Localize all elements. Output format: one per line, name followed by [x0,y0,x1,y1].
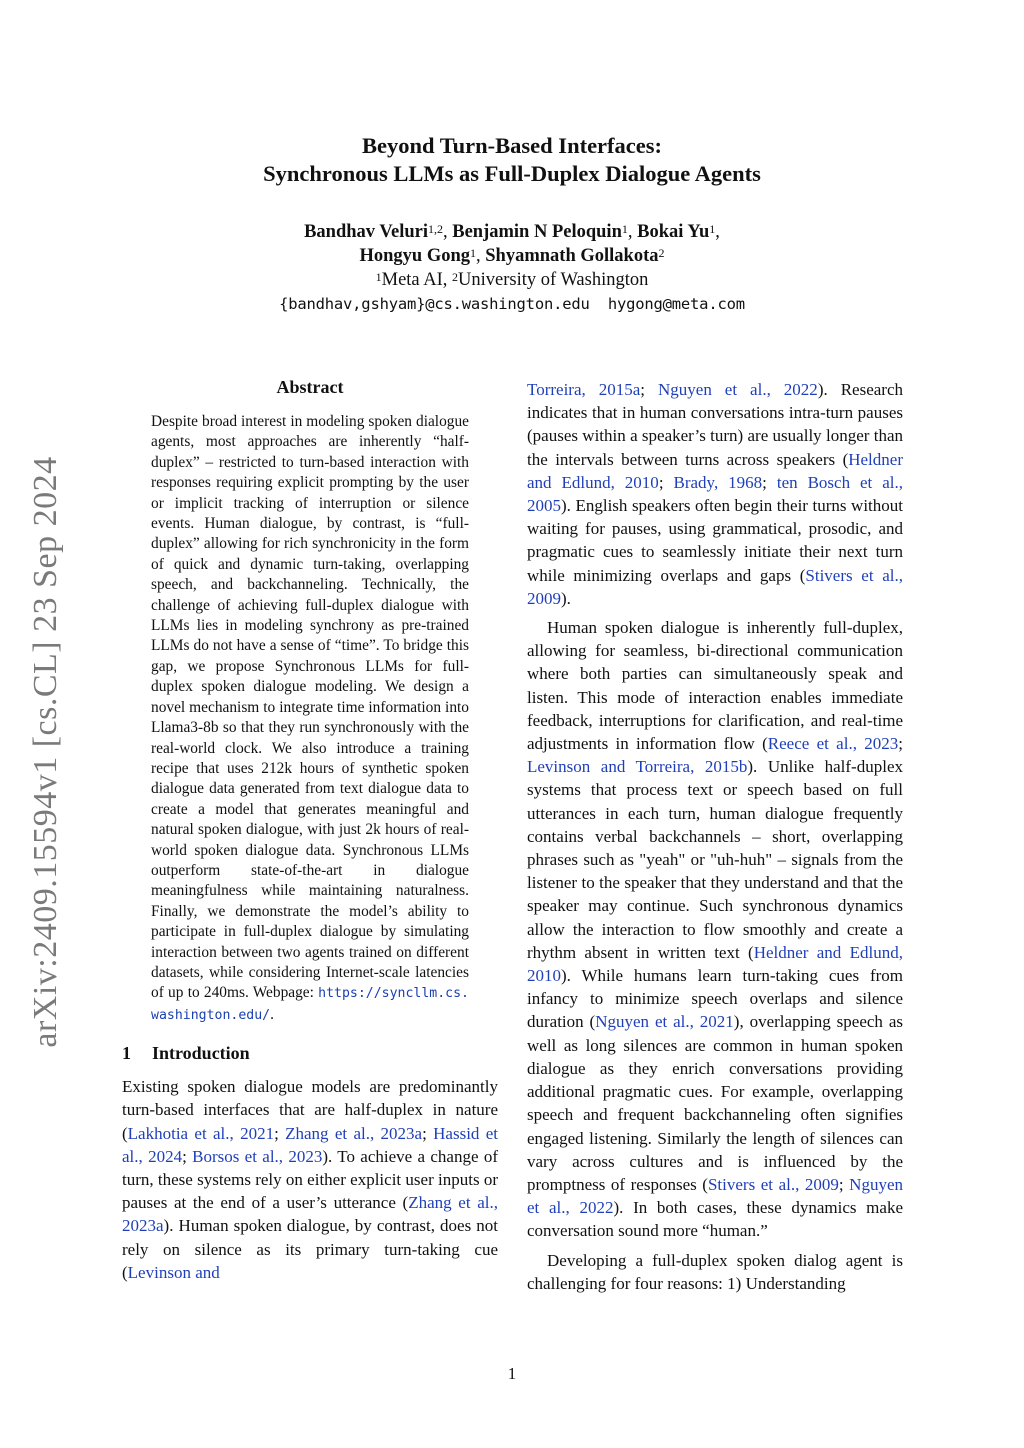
paper-header [120,132,904,316]
intro-paragraph-1: Existing spoken dialogue models are predominantly turn-based interfaces that are half-duplex in nature (Lakhotia et al., 2021; Zhang et al., 2023a; Hassid et al., 2024; Borsos et al., 2023). To achieve a change of turn, these systems rely on either explicit user inputs or pauses at the end of a user’s utterance (Zhang et al., 2023a). Human spoken dialogue, by contrast, does not rely on silence as its primary turn-taking cue (Levinson and [122,1077,499,1282]
affiliation-2: University of Washington [458,270,649,290]
citation-link[interactable]: Nguyen et al., 2021 [595,1012,734,1032]
intro-paragraph-3: Developing a full-duplex spoken dialog agent is challenging for four reasons: 1) Understanding [527,1250,903,1293]
author-affiliation-mark: 1 [470,246,477,260]
affiliations [120,268,904,292]
affiliation-1: Meta AI, [381,270,448,290]
author-name: Shyamnath Gollakota [485,246,659,266]
abstract-end: . [270,1005,274,1023]
arxiv-identifier-stamp: arXiv:2409.15594v1 [cs.CL] 23 Sep 2024 [27,456,64,1048]
citation-link[interactable]: Levinson and Torreira, 2015b [527,757,748,777]
citation-link[interactable]: Nguyen et al., 2022 [658,380,818,399]
abstract-body: Despite broad interest in modeling spoken dialogue agents, most approaches are inherently “half-duplex” – restricted to turn-based interaction with responses requiring explicit prompting by the user or implicit tracking of interruption or silence events. Human dialogue, by contrast, is “full-duplex” allowing for rich synchronicity in the form of quick and dynamic turn-taking, overlapping speech, and backchanneling. Technically, the challenge of achieving full-duplex dialogue with LLMs lies in modeling synchrony as pre-trained LLMs do not have a sense of “time”. To bridge this gap, we propose Synchronous LLMs for full-duplex spoken dialogue modeling. We design a novel mechanism to integrate time information into Llama3-8b so that they run synchronously with the real-world clock. We also introduce a training recipe that uses 212k hours of synthetic spoken dialogue data generated from text dialogue data to create a model that generates meaningful and natural spoken dialogue, with just 2k hours of real-world spoken dialogue data. Synchronous LLMs outperform state-of-the-art in dialogue meaningfulness while maintaining naturalness. Finally, we demonstrate the model’s ability to participate in full-duplex dialogue by simulating interaction between two agents trained on different datasets, while considering Internet-scale latencies of up to 240ms. Webpage: [151,413,469,1002]
author-affiliation-mark: 1 [709,222,716,236]
citation-link[interactable]: ten Bosch et al., 2005 [527,472,904,516]
author-name: Hongyu Gong [359,246,471,266]
citation-link[interactable]: Reece et al., 2023 [767,734,899,754]
intro-paragraph-1-continued: Torreira, 2015a; Nguyen et al., 2022). Research indicates that in human conversations intra-turn pauses (pauses within a speaker’s turn) are usually longer than the intervals between turns across speakers (Heldner and Edlund, 2010; Brady, 1968; ten Bosch et al., 2005). English speakers often begin their turns without waiting for pauses, using grammatical, prosodic, and pragmatic cues to seamlessly initiate their next turn while minimizing overlaps and gaps (Stivers et al., 2009). [527,380,904,608]
section-heading-introduction [122,1043,498,1064]
affiliation-mark: 1 [375,270,382,284]
citation-link[interactable]: Stivers et al., 2009 [527,565,903,608]
left-column [122,377,498,1284]
citation-link[interactable]: Levinson and [127,1262,220,1282]
citation-link[interactable]: Zhang et al., 2023a [285,1123,423,1143]
author-emails: {bandhav,gshyam}@cs.washington.edu hygong@meta.com [279,295,745,313]
author-name: Bandhav Veluri [304,222,428,242]
author-name: Benjamin N Peloquin [452,222,622,242]
title-line-2: Synchronous LLMs as Full-Duplex Dialogue Agents [263,161,761,186]
section-number: 1 [122,1043,131,1064]
citation-link[interactable]: Borsos et al., 2023 [192,1146,323,1166]
webpage-link[interactable]: https://syncllm.cs.washington.edu/ [151,986,469,1023]
citation-link[interactable]: Zhang et al., 2023a [122,1193,499,1236]
intro-paragraph-2: Human spoken dialogue is inherently full-duplex, allowing for seamless, bi-directional communication where both parties can simultaneously speak and listen. This mode of interaction enables immediate feedback, interruptions for clarification, and real-time adjustments in information flow (Reece et al., 2023; Levinson and Torreira, 2015b). Unlike half-duplex systems that process text or speech based on full utterances in each turn, human dialogue frequently contains verbal backchannels – short, overlapping phrases such as "yeah" or "uh-huh" – signals from the listener to the speaker that they understand and that the speaker may continue. Such synchronous dynamics allow the interaction to flow smoothly and create a rhythm absent in written text (Heldner and Edlund, 2010). While humans learn turn-taking cues from infancy to minimize speech overlaps and silence duration (Nguyen et al., 2021), overlapping speech as well as long silences are common in human spoken dialogue as they enrich conversations providing additional pragmatic cues. For example, overlapping speech and frequent backchanneling often signifies engaged listening. Similarly the length of silences can vary across cultures and is influenced by the promptness of responses (Stivers et al., 2009; Nguyen et al., 2022). In both cases, these dynamics make conversation sound more “human.” [527,618,903,1241]
abstract-heading: Abstract [276,377,344,397]
paper-title [120,132,904,188]
citation-link[interactable]: Torreira, 2015a [527,380,641,399]
author-affiliation-mark: 1 [621,222,628,236]
author-list [120,220,904,316]
authors-line-2: Hongyu Gong$^1$, Shyamnath Gollakota$^2$ [359,246,665,266]
author-affiliation-mark: 2 [658,246,665,260]
title-line-1: Beyond Turn-Based Interfaces: [361,133,663,158]
author-affiliation-mark: 1,2 [428,222,443,236]
citation-link[interactable]: Brady, 1968 [673,472,763,492]
page-number: 1 [507,1364,517,1383]
citation-link[interactable]: Lakhotia et al., 2021 [127,1123,275,1143]
right-column [527,378,903,1295]
citation-link[interactable]: Nguyen et al., 2022 [527,1174,903,1218]
section-title: Introduction [152,1043,250,1064]
affiliation-mark: 2 [452,270,459,284]
citation-link[interactable]: Heldner and Edlund, 2010 [527,942,903,986]
abstract-text [151,412,469,1026]
citation-link[interactable]: Stivers et al., 2009 [707,1174,839,1194]
author-name: Bokai Yu [637,222,710,242]
authors-line-1: Bandhav Veluri$^{1,2}$, Benjamin N Peloquin$^1$, Bokai Yu$^1$, [304,222,720,242]
citation-link[interactable]: Heldner and Edlund, 2010 [527,449,903,492]
citation-link[interactable]: Hassid et al., 2024 [122,1123,499,1166]
